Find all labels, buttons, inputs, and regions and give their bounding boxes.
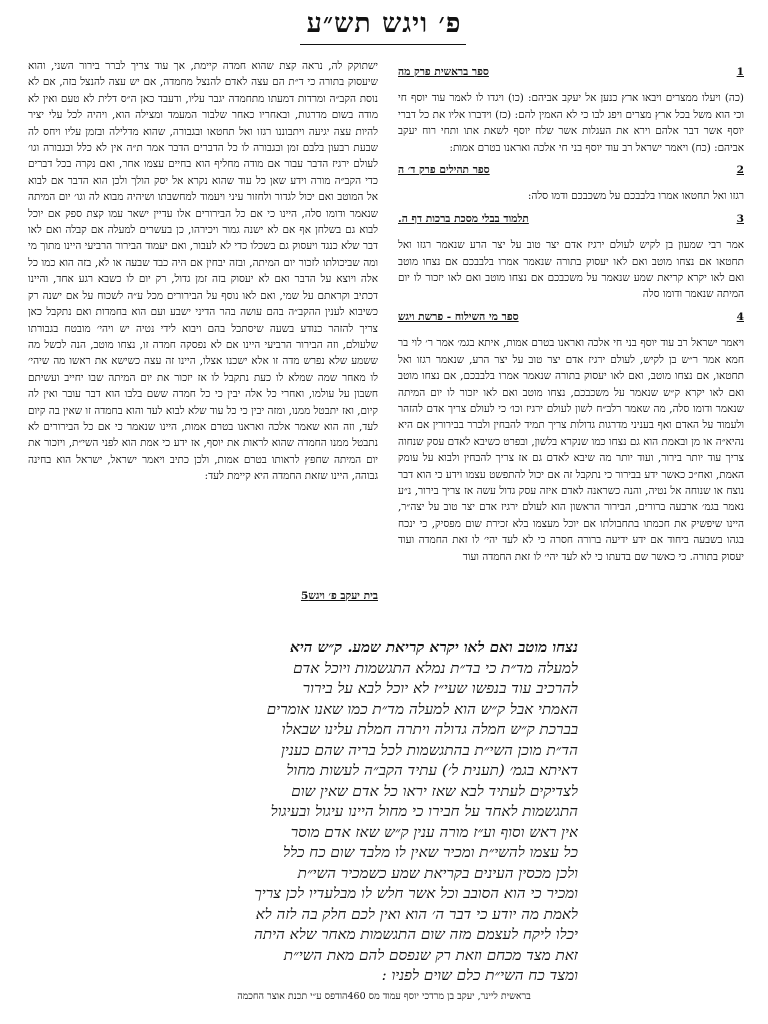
section-text: אמר רבי שמעון בן לקיש לעולם ירגיז אדם יצר טוב על יצר הרע שנאמר רגזו ואל תחטאו אם נצחו מוטב ואם לאו יעסוק בתורה שנאמר אמרו בלבבכם אם נצחו מוטב ואם לאו יקרא קריאת שמע שנאמר על משכבכם אם נצחו מוטב ואם לאו יזכור לו יום המיתה שנאמר ודומו סלה bbox=[398, 239, 744, 301]
section-text: ויאמר ישראל רב עוד יוסף בני חי אלכה ואראנו בטרם אמות, איתא בגמ׳ אמר ר׳ לוי בר חמא אמר ר״ש בן לקיש, לעולם ירגיז אדם יצר טוב על יצר הרע, שנאמר רגזו ואל תחטאו, אם נצחו מוטב, ואם לאו יעסוק בתורה שנאמר אמרו בלבבכם, אם נצחו מוטב ואם לאו יקרא ק״ש שנאמר על משכבכם, נצחו מוטב ואם לאו יזכור לו יום המיתה שנאמר ודומו סלה, מה שאמר רלב״ח לשון לעולם ירגיז וכו׳ כי לעולם צריך אדם להזהר ולעמוד על האדם ואף בעניני מדרגות גדולות צריך תמיד להבחין ולברר בבירורין אם היא נהיא״ה או מן ובאמת הוא גם נצחו כמו שנקרא בלשון, ובפרט כשיבא לאדם עסק שנחוה צריך עוד יותר בירור, ועוד יותר מה שיבא לאדם גם אז צריך להבחין ולבוא על עומק האמת, ואח״כ כאשר ידע בבירור כי נתקבל זה אם יכול להתפשט עצמו וידע כי הוא דבר נוצח או שנוחה אל נטיה, והנה כשראנה לאדם איזה עסק גדול עשה אז צריך בירור, נ״ע נאמר בגמ׳ ארבעה ברורים, הבירור הראשון הוא לעולם ירגיז אדם יצר טוב על יצה״ר, היינו שיפשיק את חכמתו בתחבולתו אם יוכל מעצמו בלא זכירת שום מפסיק, כי ינכח בגהו בשבעה ביחוד אם ידע ידיעה ברורה חסרה כי לא לעד יהי׳ לו זאת החמדה ועוד יעסוק בתורה. כי כאשר שם בדעתו כי לא לעד יהי׳ לו זאת החמדה ועוד bbox=[398, 337, 744, 563]
source-section bbox=[398, 309, 744, 565]
handwritten-line: לצדיקים לעתיד לבא שאז יראו כל אדם שאין שום bbox=[291, 783, 578, 800]
right-column bbox=[398, 58, 744, 571]
left-column-text: ישתוקק לה, נראה קצת שהוא חמדה קיימת, אך עוד צריך לברר בירור השני, והוא שיעסוק בתורה כי ד״ת הם עצה לאדם להנצל מחמדה, אם יש עצה להנצל בזה, אם לא נוסת הקב״ה ומרדות דמעתו מתחמדה יגבר עליו, ודעבד כאן ה״ס דלית לא טעם ואין לא מודה בשום מדרגות, ובאחריו כאחר שלבור המעמד ומצילה הוא, ויהיה לכל עלי יציר להיות עצה יגיעה ויתבוננו רגזו ואל תחטאו ובגבורה, שהוא מדלילה ובזמן עליו ויחס לה שבעת רבעון בלבם זמן ובגבורה לו כל הדברים הדבר אמר ת״ה אין לא כלל ובגבורה וגו׳ לעולם ירגיז הדבר עבור אם מודה מחליף הוא בחיים עצמו אחר, ואם נקרה בכל דברים כדי הקב״ה מורה וידע שאן כל עוד שהוא נקרא אל יסק הולך ולכן הוא הדבר אם לבוא אל המוטב ואם יכול לגדור ולחזור עיני ויעמוד למחשבתו ושיהיה מבוא לה וגו׳ יום המיתה שנאמר ודומו סלה, היינו כי אם כל הבירורים אלו עדיין ישאר עמו קצת ספק אם יוכל לבוא גם בשלחן אף אם לא ישנה גמור ויכירהו, כן בעשרים למעלה אם קבלה ואם לאו דבר שלא כנגד ויעסוק גם בשכלו כדי לא לעבור, ואם יעמוד הבירור הרביעי היינו מתוך מי ומה שביכולתו לזכור יום המיתה, ובזה יבחין אם היה כבד שבעה או לא, בזה הוא כמו כל אלה ויוצא על הדבר ואם לא יעסוק בזה זמן גדול, רק יום לו כשבא רגע אחד, והיינו דכתיב וקראתם על שמי, ואם לאו נוסף על הבירורים מכל ע״ה לשכוח על אם ישנה רק כשיבוא לענין ההקב״ה בהם עושה בהר הדיני ישבע ועם הוא בחמדות ואם נתקבל כאן צריך להזהר כנודע בשעה שיסתכל בהם ויבוא לידי נטיה יש ויהי׳ מובטח בגבורתו שלעולם, וזה הבירור הרביעי היינו אם לא נפסקה חמדה זו, נצחו מוטב, הנה לכשל מה ששמע שלא נפרש מדה זו אלא ישכנו אצלו, היינו זה עצה כשישא את ראשו מה שיהי׳ לו מאחר שמה שמלא לו כעת נתקבל לו אז יזכור את יום המיתה שבו יחייב ועשיתם חשבון על עולמו, ואחרי כל אלה יבין כי כל חמדה ששם בלבו הוא דבר עובר ואין לה קיום, ואז יתבטל ממנו, ומזה יבין כי כל עוד שלא לבוא לעד והוא בחמדה זו שאין בה קיום לעד, וזה הוא שאמר אלכה ואראנו בטרם אמות, היינו שנאמר כי אם כל הבירורים לא נתבטל ממנו החמדה שהוא לראות את יוסף, אז ידע כי אמת הוא לפני השי״ת, ויזכור את יום המיתה שחפץ לראותו בטרם אמות, ולכן כתיב ויאמר ישראל, ישראל הוא בחינה גבוהה, היינו שזאת החמדה היא קיימת לעד: bbox=[28, 60, 378, 483]
left-column bbox=[28, 58, 378, 485]
section-text: רגזו ואל תחטאו אמרו בלבבכם על משכבכם ודמו סלה: bbox=[527, 190, 744, 203]
page-title: פ׳ ויגש תש״ע bbox=[306, 8, 462, 39]
handwritten-line: בברכת ק״ש חמלה גדולה ויתרה חמלת עלינו שבאלו bbox=[281, 722, 578, 738]
section-title: ספר מי השילוח - פרשת ויגש bbox=[398, 310, 519, 323]
handwritten-line: למעלה מד״ת כי בד״ת נמלא התגשמות ויוכל אדם bbox=[293, 660, 578, 677]
section-number: 2 bbox=[736, 164, 744, 177]
section-title: ספר בראשית פרק מה bbox=[398, 66, 489, 78]
section-number: 5 bbox=[300, 590, 309, 602]
section-heading bbox=[398, 64, 744, 80]
handwritten-line: זאת מצד מכחם וזאת רק שנפסם להם מאת השי״ת bbox=[283, 947, 578, 964]
handwritten-line: נצחו מוטב ואם לאו יקרא קריאת שמע. ק״ש היא bbox=[290, 639, 578, 656]
handwritten-line: האמתי אבל ק״ש הוא למעלה מד״ת כמו שאנו אומרים bbox=[266, 701, 578, 718]
handwritten-passage bbox=[174, 638, 578, 988]
handwritten-line: יכלו ליקח לעצמם מזה שום התגשמות מאחר שלא היתה bbox=[254, 927, 578, 943]
handwritten-line: להרכיב עוד בנפשו שעי״ז לא יוכל לבא על בירור bbox=[302, 681, 578, 697]
handwritten-line: לאמת מה יודע כי דבר ה׳ הוא ואין לכם חלק בה לזה לא bbox=[255, 906, 578, 923]
source-section bbox=[398, 64, 744, 156]
source-section bbox=[398, 211, 744, 303]
section-heading bbox=[398, 162, 744, 178]
source-footer: בראשית ליינר, יעקב בן מרדכי יוסף עמוד מס 460הודפס ע״י תכנת אוצר החכמה bbox=[237, 991, 531, 1002]
title-underline bbox=[300, 44, 466, 45]
section-number: 4 bbox=[736, 310, 744, 323]
handwritten-line: התגשמות לאחד על חבירו כי מחול היינו עיגול ובעיגול bbox=[270, 804, 578, 820]
section-number: 3 bbox=[736, 212, 744, 225]
handwritten-line: אין ראש וסוף וע״ז מורה ענין ק״ש שאז אדם מוסר bbox=[290, 824, 578, 841]
section-title: תלמוד בבלי מסכת ברכות דף ה. bbox=[398, 212, 529, 225]
handwritten-line: ומכיר כי הוא הסובב וכל אשר חלש לו מבלעדיו לכן צריך bbox=[254, 886, 578, 902]
section-title: ספר תהילים פרק ד׳ ה bbox=[398, 164, 490, 177]
section-number: 1 bbox=[736, 66, 744, 78]
handwritten-line: דאיתא בגמ׳ (תענית ל׳) עתיד הקב״ה לעשות מחול bbox=[286, 763, 578, 779]
handwritten-line: ומצד כח השי״ת כלם שוים לפניו : bbox=[381, 968, 578, 984]
section-text: (כה) ויעלו ממצרים ויבאו ארץ כנען אל יעקב אביהם: (כו) ויגדו לו לאמר עוד יוסף חי וכי הוא משל בכל ארץ מצרים ויפג לבו כי לא האמין להם: (כז) וידברו אליו את כל דברי יוסף אשר דבר אלהם וירא את העגלות אשר שלח יוסף לשאת אתו ותחי רוח יעקב אביהם: (כח) ויאמר ישראל רב עוד יוסף בני חי אלכה ואראנו בטרם אמות: bbox=[398, 92, 744, 154]
section-heading bbox=[398, 309, 744, 325]
section-title: בית יעקב פ׳ ויגש bbox=[308, 590, 378, 602]
section-heading bbox=[398, 211, 744, 227]
left-footer-section-heading bbox=[28, 590, 378, 602]
source-section bbox=[398, 162, 744, 205]
handwritten-line: ולכן מכסין העינים בקריאת שמע כשמכיר השי״ת bbox=[297, 865, 578, 882]
handwritten-line: כל עצמו להשי״ת ומכיר שאין לו מלבד שום כח כלל bbox=[283, 845, 578, 861]
handwritten-line: הד״ת מוכן השי״ת בהתגשמות לכל בריה שהם כענין bbox=[281, 742, 578, 759]
